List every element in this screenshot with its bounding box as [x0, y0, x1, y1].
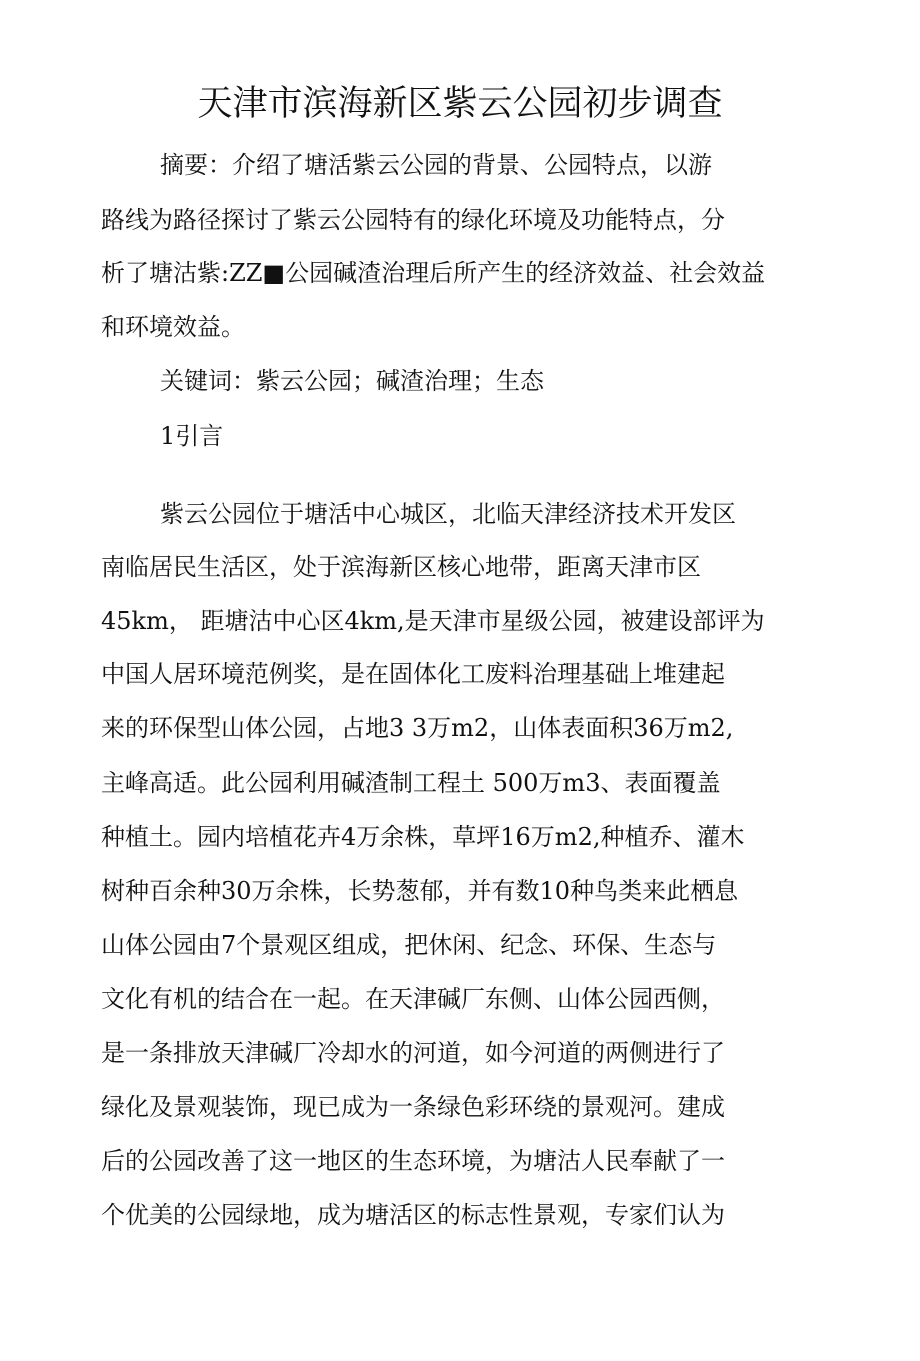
- body-line: 个优美的公园绿地，成为塘活区的标志性景观，专家们认为: [101, 1201, 725, 1229]
- body-line: 主峰高适。此公园利用碱渣制工程土 500万m3、表面覆盖: [101, 769, 721, 797]
- body-line: 种植土。园内培植花卉4万余株，草坪16万m2,种植乔、灌木: [101, 823, 745, 851]
- abstract-line: 和环境效益。: [101, 313, 245, 341]
- body-line: 45km， 距塘沽中心区4km,是天津市星级公园，被建设部评为: [101, 607, 765, 635]
- body-line: 树种百余种30万余株，长势葱郁，并有数10种鸟类来此栖息: [101, 877, 739, 905]
- abstract-line: 析了塘沽紫:ZZ■公园碱渣治理后所产生的经济效益、社会效益: [101, 259, 766, 287]
- body-line: 是一条排放天津碱厂冷却水的河道，如今河道的两侧进行了: [101, 1039, 725, 1067]
- body-line: 来的环保型山体公园，占地3 3万m2，山体表面积36万m2,: [101, 714, 734, 742]
- document-title: 天津市滨海新区紫云公园初步调查: [197, 84, 723, 124]
- body-line: 山体公园由7个景观区组成，把休闲、纪念、环保、生态与: [101, 931, 717, 959]
- body-line: 南临居民生活区，处于滨海新区核心地带，距离天津市区: [101, 553, 701, 581]
- body-line: 后的公园改善了这一地区的生态环境，为塘沽人民奉献了一: [101, 1147, 725, 1175]
- abstract-line: 路线为路径探讨了紫云公园特有的绿化环境及功能特点，分: [101, 206, 725, 234]
- body-line: 文化有机的结合在一起。在天津碱厂东侧、山体公园西侧，: [101, 985, 725, 1013]
- body-line: 中国人居环境范例奖，是在固体化工废料治理基础上堆建起: [101, 660, 725, 688]
- body-line: 绿化及景观装饰，现已成为一条绿色彩环绕的景观河。建成: [101, 1093, 725, 1121]
- section-heading: 1引言: [160, 422, 224, 450]
- body-line: 紫云公园位于塘活中心城区，北临天津经济技术开发区: [160, 500, 736, 528]
- abstract-line: 摘要：介绍了塘活紫云公园的背景、公园特点，以游: [160, 151, 712, 179]
- keywords-line: 关键词：紫云公园；碱渣治理；生态: [160, 367, 544, 395]
